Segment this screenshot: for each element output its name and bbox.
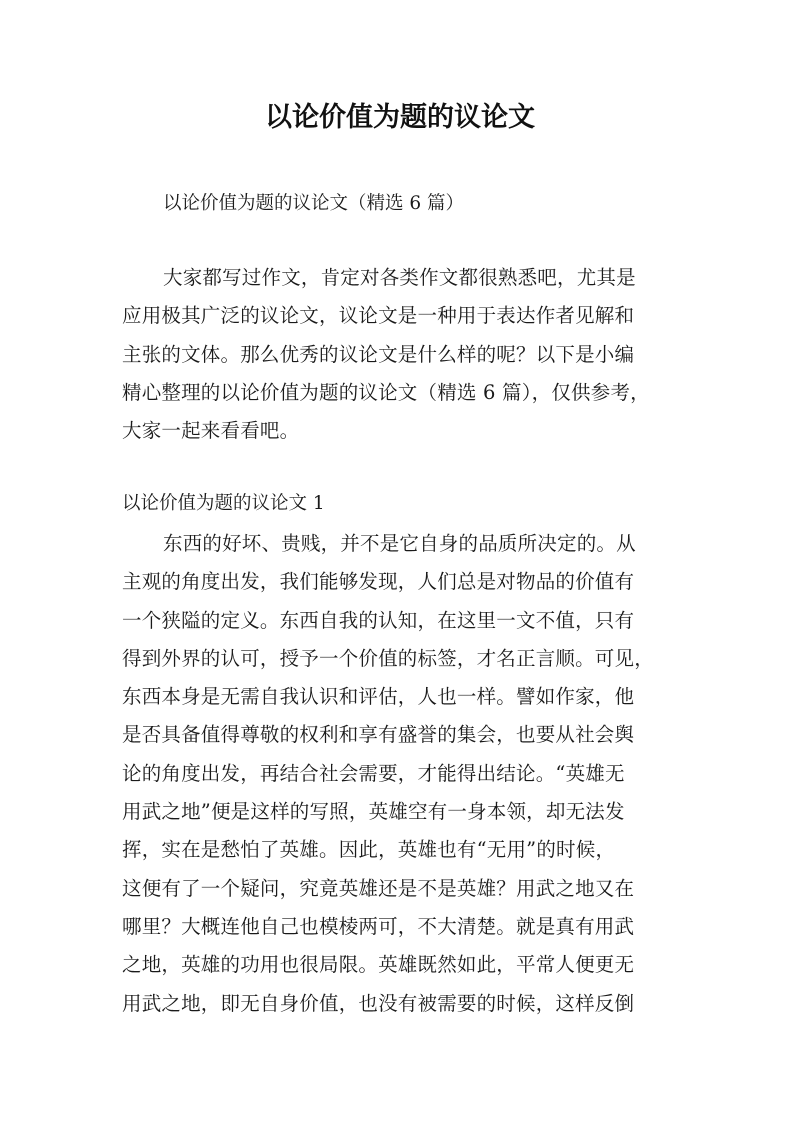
- body-line: 一个狭隘的定义。东西自我的认知，在这里一文不值，只有: [122, 608, 635, 632]
- body-paragraph: [122, 525, 692, 1023]
- body-line: 挥，实在是愁怕了英雄。因此，英雄也有“无用”的时候，: [122, 838, 616, 862]
- body-line: 论的角度出发，再结合社会需要，才能得出结论。“英雄无: [122, 761, 625, 785]
- body-line: 用武之地”便是这样的写照，英雄空有一身本领，却无法发: [122, 800, 625, 824]
- document-subtitle: 以论价值为题的议论文（精选 6 篇）: [163, 193, 465, 214]
- intro-line: 应用极其广泛的议论文，议论文是一种用于表达作者见解和: [122, 304, 635, 328]
- body-line: 是否具备值得尊敬的权利和享有盛誉的集会，也要从社会舆: [122, 723, 635, 747]
- body-line: 东西的好坏、贵贱，并不是它自身的品质所决定的。从: [163, 532, 636, 555]
- body-line: 用武之地，即无自身价值，也没有被需要的时候，这样反倒: [122, 991, 635, 1015]
- intro-line: 大家一起来看看吧。: [122, 419, 300, 443]
- intro-line: 精心整理的以论价值为题的议论文（精选 6 篇），仅供参考，: [122, 380, 650, 404]
- intro-line: 大家都写过作文，肯定对各类作文都很熟悉吧，尤其是: [163, 266, 636, 289]
- body-line: 主观的角度出发，我们能够发现，人们总是对物品的价值有: [122, 570, 635, 594]
- document-title: 以论价值为题的议论文: [265, 102, 535, 133]
- body-line: 哪里？大概连他自己也模棱两可，不大清楚。就是真有用武: [122, 914, 635, 938]
- body-line: 东西本身是无需自我认识和评估，人也一样。譬如作家，他: [122, 685, 635, 709]
- section-heading: 以论价值为题的议论文 1: [122, 493, 325, 514]
- body-line: 得到外界的认可，授予一个价值的标签，才名正言顺。可见，: [122, 646, 654, 670]
- intro-paragraph: [122, 259, 692, 450]
- body-line: 之地，英雄的功用也很局限。英雄既然如此，平常人便更无: [122, 953, 635, 977]
- intro-line: 主张的文体。那么优秀的议论文是什么样的呢？以下是小编: [122, 342, 635, 366]
- body-line: 这便有了一个疑问，究竟英雄还是不是英雄？用武之地又在: [122, 876, 635, 900]
